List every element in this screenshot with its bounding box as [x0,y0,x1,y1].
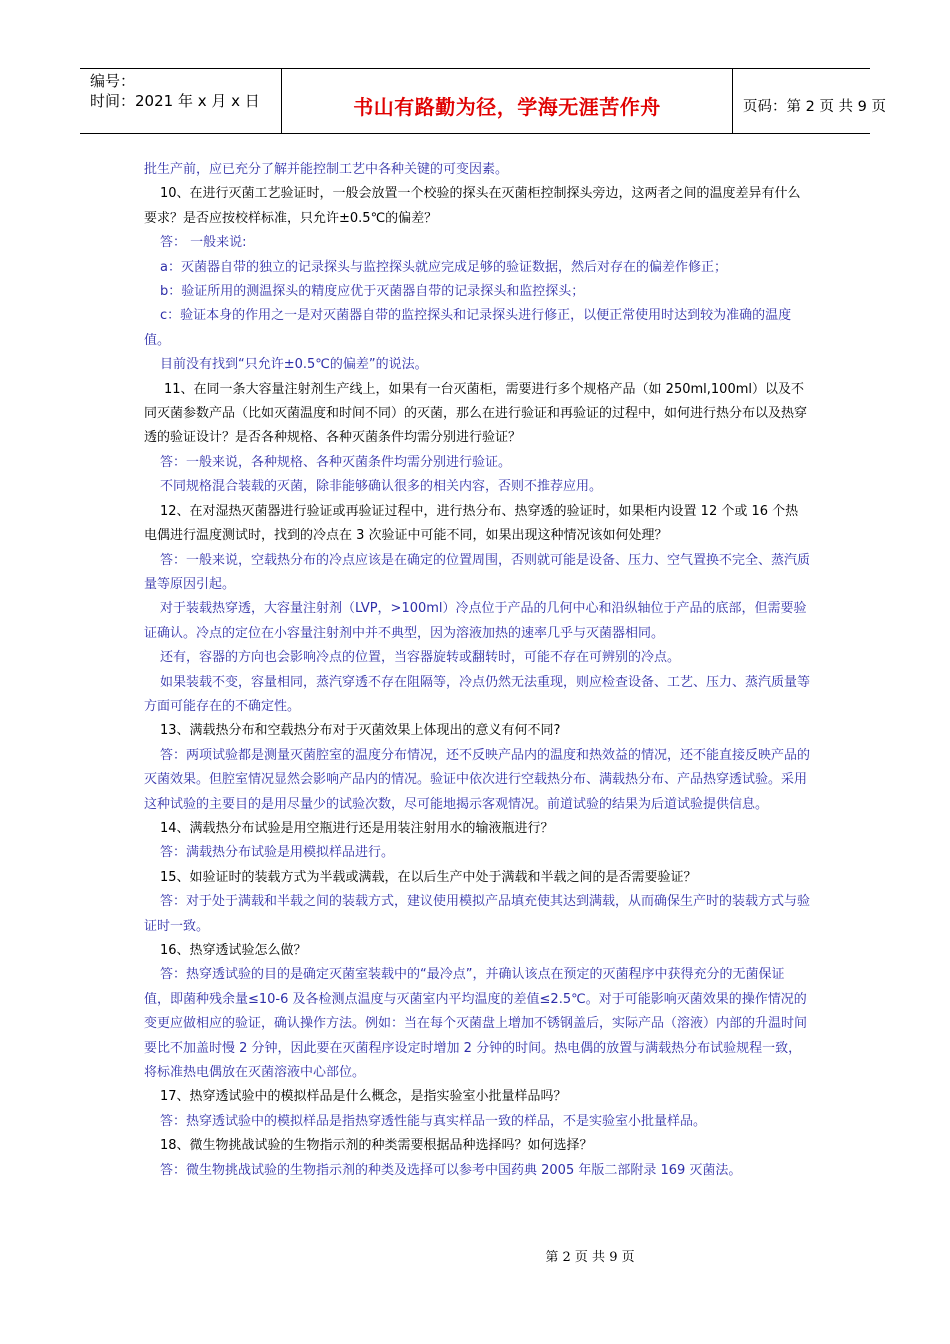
question-paragraph: 17、热穿透试验中的模拟样品是什么概念，是指实验室小批量样品吗？ [160,1089,567,1105]
answer-paragraph: 答：对于处于满载和半载之间的装载方式，建议使用模拟产品填充使其达到满载，从而确保生产时的装载方式与验证时一致。 [144,894,811,934]
document-body [144,158,810,1183]
answer-paragraph: c：验证本身的作用之一是对灭菌器自带的监控探头和记录探头进行修正，以便正常使用时达到较为准确的温度值。 [144,308,792,348]
answer-paragraph: 答： 一般来说: [160,235,247,251]
answer-paragraph: 答：两项试验都是测量灭菌腔室的温度分布情况，还不反映产品内的温度和热效益的情况，还不能直接反映产品的灭菌效果。但腔室情况显然会影响产品内的情况。验证中依次进行空载热分布、满载热分布、产品热穿透试验。采用这种试验的主要目的是用尽量少的试验次数，尽可能地揭示客观情况。前道试验的结果为后道试验提供信息。 [144,747,811,812]
answer-paragraph: 目前没有找到“只允许±0.5℃的偏差”的说法。 [160,357,428,373]
answer-paragraph: 答：热穿透试验的目的是确定灭菌室装载中的“最冷点”，并确认该点在预定的灭菌程序中获得充分的无菌保证值，即菌种残余量≤10-6 及各检测点温度与灭菌室内平均温度的差值≤2.5℃。对于可能影响灭菌效果的操作情况的变更应做相应的验证，确认操作方法。例如：当在每个灭菌盘上增加不锈钢盖后，实际产品（溶液）内部的升温时间要比不加盖时慢 2 分钟，因此要在灭菌程序设定时增加 2 分钟的时间。热电偶的放置与满载热分布试验规程一致，将标准热电偶放在灭菌溶液中心部位。 [144,967,808,1081]
question-paragraph: 12、在对湿热灭菌器进行验证或再验证过程中，进行热分布、热穿透的验证时，如果柜内设置 12 个或 16 个热电偶进行温度测试时，找到的冷点在 3 次验证中可能不同，如果出现这种情况该如何处理？ [144,503,799,544]
footer-page-info: 第 2 页 共 9 页 [545,1250,635,1265]
answer-paragraph: 不同规格混合装载的灭菌，除非能够确认很多的相关内容，否则不推荐应用。 [160,479,603,495]
answer-paragraph: a：灭菌器自带的独立的记录探头与监控探头就应完成足够的验证数据，然后对存在的偏差作修正； [160,259,727,275]
page-header [80,68,886,134]
question-paragraph: 14、满载热分布试验是用空瓶进行还是用装注射用水的输液瓶进行？ [160,820,554,836]
answer-paragraph: 答：一般来说，空载热分布的冷点应该是在确定的位置周围，否则就可能是设备、压力、空气置换不完全、蒸汽质量等原因引起。 [144,552,811,592]
question-paragraph: 18、微生物挑战试验的生物指示剂的种类需要根据品种选择吗？如何选择？ [160,1138,593,1154]
answer-paragraph: b：验证所用的测温探头的精度应优于灭菌器自带的记录探头和监控探头； [160,284,585,300]
question-paragraph: 13、满载热分布和空载热分布对于灭菌效果上体现出的意义有何不同? [160,723,561,739]
header-page-code: 页码：第 2 页 共 9 页 [743,98,886,115]
answer-paragraph: 答：一般来说，各种规格、各种灭菌条件均需分别进行验证。 [160,454,512,470]
document-date: 时间：2021 年 x 月 x 日 [90,92,260,110]
answer-paragraph: 答：微生物挑战试验的生物指示剂的种类及选择可以参考中国药典 2005 年版二部附录 169 灭菌法。 [160,1162,742,1178]
answer-paragraph: 答：满载热分布试验是用模拟样品进行。 [160,845,395,861]
answer-paragraph: 如果装载不变，容量相同，蒸汽穿透不存在阻隔等，冷点仍然无法重现，则应检查设备、工艺、压力、蒸汽质量等方面可能存在的不确定性。 [144,674,811,714]
question-paragraph: 10、在进行灭菌工艺验证时，一般会放置一个校验的探头在灭菌柜控制探头旁边，这两者之间的温度差异有什么要求？是否应按校样标准，只允许±0.5℃的偏差？ [144,186,801,226]
answer-paragraph: 还有，容器的方向也会影响冷点的位置，当容器旋转或翻转时，可能不存在可辨别的冷点。 [160,650,681,666]
document-number-label: 编号： [90,72,136,90]
header-motto: 书山有路勤为径，学海无涯苦作舟 [282,69,733,133]
question-paragraph: 15、如验证时的装载方式为半载或满载，在以后生产中处于满载和半载之间的是否需要验证？ [160,869,697,885]
question-paragraph: 16、热穿透试验怎么做？ [160,943,307,958]
header-meta [80,69,282,133]
answer-paragraph: 答：热穿透试验中的模拟样品是指热穿透性能与真实样品一致的样品，不是实验室小批量样品。 [160,1113,707,1129]
answer-paragraph: 对于装载热穿透，大容量注射剂（LVP，>100ml）冷点位于产品的几何中心和沿纵轴位于产品的底部，但需要验证确认。冷点的定位在小容量注射剂中并不典型，因为溶液加热的速率几乎与灭菌器相同。 [144,601,807,641]
page-footer [0,1246,950,1265]
answer-paragraph: 批生产前，应已充分了解并能控制工艺中各种关键的可变因素。 [144,162,509,177]
question-paragraph: 11、在同一条大容量注射剂生产线上，如果有一台灭菌柜，需要进行多个规格产品（如 250ml,100ml）以及不同灭菌参数产品（比如灭菌温度和时间不同）的灭菌，那么在进行验证和再验证的过程中，如何进行热分布以及热穿透的验证设计？是否各种规格、各种灭菌条件均需分别进行验证？ [144,381,808,446]
